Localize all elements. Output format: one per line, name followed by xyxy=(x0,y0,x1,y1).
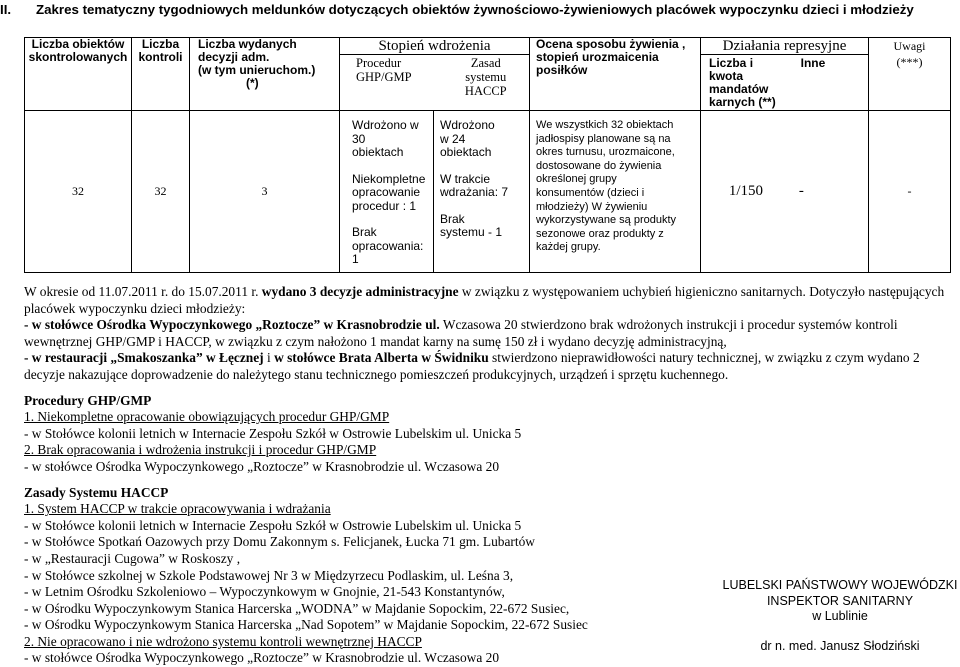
header-line: karnych (**) xyxy=(709,95,776,109)
haccp-location: - w Stołówce szkolnej w Szkole Podstawowej Nr 3 w Międzyrzecu Podlaskim, ul. Leśna 3, xyxy=(24,567,514,583)
cell-line: opracowanie xyxy=(352,185,421,199)
cell-line: Niekompletne xyxy=(352,171,426,186)
header-implementation: Stopień wdrożenia Procedur GHP/GMP Zasad systemu HACCP xyxy=(340,38,530,111)
cell-line: określonej grupy xyxy=(536,173,617,186)
value-ghp xyxy=(340,111,434,273)
cell-line: okres turnusu, urozmaicone, xyxy=(536,146,675,159)
cell-line: Brak xyxy=(352,225,377,239)
header-line: HACCP xyxy=(464,84,507,98)
paragraph-summary: W okresie od 11.07.2011 r. do 15.07.2011 r. wydano 3 decyzje administracyjne w związku z występowaniem uchybień higieniczno sanitarnych. Dotyczyło następujących placówek wypoczynku dzieci młodzieży: xyxy=(24,284,945,316)
header-nutrition xyxy=(530,38,701,111)
header-line: systemu xyxy=(465,70,507,84)
value-fines: 1/150 xyxy=(728,183,764,199)
header-line: Procedur xyxy=(356,56,402,70)
procedures-item-2-location: - w stołówce Ośrodka Wypoczynkowego „Roztocze” w Krasnobrodzie ul. Wczasowa 20 xyxy=(24,458,500,474)
signature-line-2: INSPEKTOR SANITARNY xyxy=(766,593,914,608)
cell-line: We wszystkich 32 obiektach xyxy=(536,119,674,131)
value-other: - xyxy=(798,183,804,199)
cell-line: każdej grupy. xyxy=(536,241,601,254)
header-line: stopień urozmaicenia xyxy=(536,50,659,64)
procedures-item-2: 2. Brak opracowania i wdrożenia instrukcji i procedur GHP/GMP xyxy=(24,442,377,458)
header-line: (*) xyxy=(246,76,259,90)
header-line: Ocena sposobu żywienia , xyxy=(536,37,686,51)
header-line: decyzji adm. xyxy=(198,50,270,64)
haccp-location: - w Letnim Ośrodku Szkoleniowo – Wypoczynkowym w Gnojnie, 21-543 Konstantynów, xyxy=(24,584,505,600)
signature-block xyxy=(720,578,960,654)
header-objects xyxy=(25,38,132,111)
header-line: posiłków xyxy=(536,63,588,77)
header-line: Liczba obiektów xyxy=(31,37,125,51)
header-line: Zasad xyxy=(470,56,501,70)
header-line: Liczba wydanych xyxy=(198,37,297,51)
cell-line: wdrażania: 7 xyxy=(440,185,509,199)
haccp-item-1: 1. System HACCP w trakcie opracowywania i wdrażania xyxy=(24,501,331,517)
section-number: II. xyxy=(0,2,12,17)
value-haccp xyxy=(434,111,530,273)
cell-line: Wdrożono w 30 xyxy=(352,118,419,146)
header-ghp xyxy=(340,55,443,110)
cell-line: sezonowe oraz produkty z xyxy=(536,227,664,240)
haccp-location: - w „Restauracji Cugowa” w Roskoszy , xyxy=(24,550,241,566)
header-fines xyxy=(701,55,797,110)
cell-line: wykorzystywane są produkty xyxy=(536,214,677,227)
cell-line: Wdrożono xyxy=(440,118,495,132)
procedures-item-1: 1. Niekompletne opracowanie obowiązujących procedur GHP/GMP xyxy=(24,409,390,425)
header-line: (w tym unieruchom.) xyxy=(198,63,316,77)
cell-line: obiektach xyxy=(440,145,492,159)
signature-line-3: w Lublinie xyxy=(812,609,868,623)
header-line: kwota xyxy=(709,69,744,83)
procedures-title: Procedury GHP/GMP xyxy=(24,392,152,408)
haccp-location: - w Stołówce Spotkań Oazowych przy Domu Zakonnym s. Felicjanek, Łucka 71 gm. Lubartów xyxy=(24,534,535,550)
cell-line: opracowania: 1 xyxy=(352,238,424,266)
haccp-title: Zasady Systemu HACCP xyxy=(24,484,169,500)
header-notes xyxy=(869,38,951,111)
cell-line: jadłospisy planowane są na xyxy=(536,132,671,145)
header-line: Liczba xyxy=(141,37,180,51)
cell-line: W trakcie xyxy=(440,171,491,186)
cell-line: obiektach xyxy=(352,145,404,159)
cell-line: w 24 xyxy=(440,131,466,146)
value-controls: 32 xyxy=(132,111,190,273)
haccp-location: - w Stołówce kolonii letnich w Internacie Zespołu Szkół w Ostrowie Lubelskim ul. Unicka 5 xyxy=(24,517,522,533)
haccp-item-2-location: - w stołówce Ośrodka Wypoczynkowego „Roztocze” w Krasnobrodzie ul. Wczasowa 20 xyxy=(24,650,500,666)
header-line: Uwagi xyxy=(893,39,926,53)
procedures-item-1-location: - w Stołówce kolonii letnich w Internacie Zespołu Szkół w Ostrowie Lubelskim ul. Unicka 5 xyxy=(24,425,522,441)
header-line: kontroli xyxy=(138,50,183,64)
header-haccp xyxy=(443,55,530,110)
header-other: Inne xyxy=(800,56,826,70)
cell-line: systemu - 1 xyxy=(440,225,503,239)
header-repressive: Działania represyjne Liczba i kwota mandatów karnych (**) Inne xyxy=(701,38,869,111)
haccp-location: - w Ośrodku Wypoczynkowym Stanica Harcerska „WODNA” w Majdanie Sopockim, 22-672 Susiec, xyxy=(24,600,570,616)
paragraph-technical: - w restauracji „Smakoszanka” w Łęcznej i w stołówce Brata Alberta w Świdniku stwierdzono nieprawidłowości natury technicznej, w związku z czym wydano 2 decyzje nakazujące doprowadzenie do należytego stanu technicznego pomieszczeń produkcyjnych, urządzeń i sprzętu kuchennego. xyxy=(24,350,920,382)
cell-line: dostosowane do żywienia xyxy=(536,159,662,172)
signature-line-1: LUBELSKI PAŃSTWOWY WOJEWÓDZKI xyxy=(722,578,958,592)
cell-line xyxy=(352,160,433,173)
header-decisions xyxy=(190,38,340,111)
value-notes: - xyxy=(869,111,951,273)
section-title: Zakres tematyczny tygodniowych meldunków dotyczących obiektów żywnościowo-żywieniowych placówek wypoczynku dzieci i młodzieży xyxy=(36,2,914,17)
value-nutrition xyxy=(530,111,701,273)
cell-line xyxy=(440,160,529,173)
cell-line xyxy=(440,200,529,213)
value-objects: 32 xyxy=(25,111,132,273)
header-line: mandatów xyxy=(709,82,769,96)
summary-table xyxy=(24,37,951,273)
header-controls xyxy=(132,38,190,111)
header-line: Liczba i xyxy=(709,56,754,70)
cell-line: konsumentów (dzieci i xyxy=(536,186,645,199)
cell-line: procedur : 1 xyxy=(352,198,417,213)
cell-line: Brak xyxy=(440,211,465,226)
value-decisions: 3 xyxy=(190,111,340,273)
header-line: (***) xyxy=(896,55,923,69)
section-heading xyxy=(0,0,960,22)
haccp-location: - w Ośrodku Wypoczynkowym Stanica Harcerska „Nad Sopotem” w Majdanie Sopockim, 22-672 Susiec xyxy=(24,617,588,633)
signature-name: dr n. med. Janusz Słodziński xyxy=(760,638,920,653)
header-line: GHP/GMP xyxy=(356,70,412,84)
cell-line: młodzieży) W żywieniu xyxy=(536,200,648,213)
paragraph-roztocze: - w stołówce Ośrodka Wypoczynkowego „Roztocze” w Krasnobrodzie ul. Wczasowa 20 stwierdzono brak wdrożonych instrukcji i procedur systemów kontroli wewnętrznej GHP/GMP i HACCP, w związku z czym nałożono 1 mandat karny na sumę 150 zł i wydano decyzję administracyjną, xyxy=(24,317,898,349)
haccp-item-2: 2. Nie opracowano i nie wdrożono systemu kontroli wewnętrznej HACCP xyxy=(24,633,422,649)
value-repressive xyxy=(701,111,869,273)
header-line: skontrolowanych xyxy=(28,50,128,64)
